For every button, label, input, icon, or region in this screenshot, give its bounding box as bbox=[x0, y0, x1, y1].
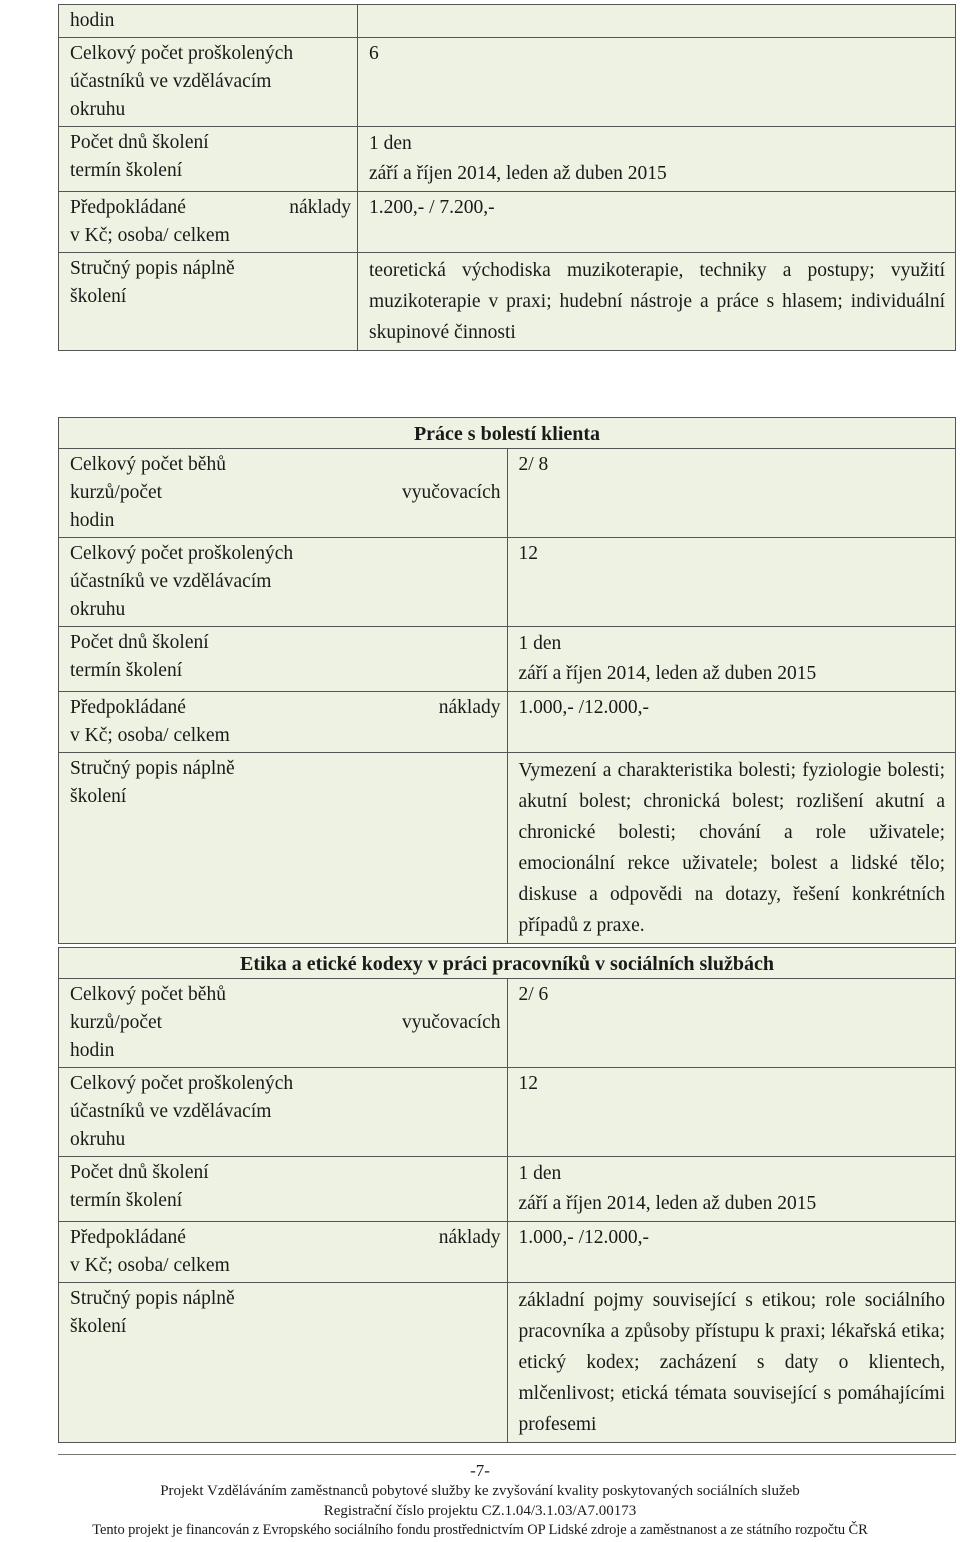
label-line: termín školení bbox=[70, 1190, 183, 1211]
label-line: kurzů/počet vyučovacích bbox=[70, 1012, 501, 1033]
value-text: 1 den bbox=[518, 1163, 562, 1184]
days-value bbox=[507, 627, 956, 692]
description-value bbox=[358, 253, 956, 351]
label-line: Celkový počet proškolených bbox=[70, 543, 294, 564]
label-line: Počet dnů školení bbox=[70, 1162, 209, 1183]
label-text: hodin bbox=[70, 10, 115, 31]
label-line: Celkový počet proškolených bbox=[70, 1073, 294, 1094]
label-line: Počet dnů školení bbox=[70, 132, 209, 153]
footer-project-line: Projekt Vzděláváním zaměstnanců pobytové služby ke zvyšování kvality poskytovaných sociálních služeb bbox=[160, 1483, 800, 1499]
label-line: v Kč; osoba/ celkem bbox=[70, 225, 230, 246]
days-value bbox=[507, 1157, 956, 1222]
participants-value bbox=[507, 1068, 956, 1157]
footer-divider bbox=[58, 1454, 956, 1455]
label-line: účastníků ve vzdělávacím bbox=[70, 71, 272, 92]
days-value bbox=[358, 127, 956, 192]
label-line: Celkový počet proškolených bbox=[70, 43, 294, 64]
label-line: Předpokládané náklady bbox=[70, 697, 501, 718]
description-label bbox=[59, 253, 358, 351]
value-text: 1 den bbox=[369, 133, 412, 154]
date-text: září a říjen 2014, leden až duben 2015 bbox=[369, 163, 667, 184]
description-text: Vymezení a charakteristika bolesti; fyziologie bolesti; akutní bolest; chronická bolest; rozlišení akutní a chronické bolesti; chování a role uživatele; emocionální rekce uživatele; bolest a lidské tělo; diskuse a odpovědi na dotazy, řešení konkrétních případů z praxe. bbox=[518, 760, 945, 936]
title-text: Práce s bolestí klienta bbox=[413, 423, 601, 445]
label-line: účastníků ve vzdělávacím bbox=[70, 1101, 272, 1122]
description-value bbox=[507, 1283, 956, 1443]
value-text: 1.000,- /12.000,- bbox=[518, 1227, 650, 1248]
label-line: Celkový počet běhů bbox=[70, 984, 226, 1005]
description-value bbox=[507, 753, 956, 944]
label-line: Stručný popis náplně bbox=[70, 258, 235, 279]
hours-value-cell bbox=[358, 5, 956, 38]
label-line: Stručný popis náplně bbox=[70, 758, 235, 779]
description-label bbox=[59, 1283, 508, 1443]
value-text: 1 den bbox=[518, 633, 562, 654]
courses-value bbox=[507, 979, 956, 1068]
label-line: Stručný popis náplně bbox=[70, 1288, 235, 1309]
table-title bbox=[59, 418, 956, 449]
days-label bbox=[59, 627, 508, 692]
label-line: školení bbox=[70, 786, 127, 807]
courses-value bbox=[507, 449, 956, 538]
courses-label bbox=[59, 979, 508, 1068]
label-line: kurzů/počet vyučovacích bbox=[70, 482, 501, 503]
label-line: okruhu bbox=[70, 599, 126, 620]
cost-value bbox=[507, 692, 956, 753]
days-label bbox=[59, 127, 358, 192]
label-line: okruhu bbox=[70, 1129, 126, 1150]
label-line: hodin bbox=[70, 510, 115, 531]
description-text: teoretická východiska muzikoterapie, techniky a postupy; využití muzikoterapie v praxi; hudební nástroje a práce s hlasem; individuální skupinové činnosti bbox=[369, 260, 945, 343]
value-text: 1.000,- /12.000,- bbox=[518, 697, 650, 718]
label-line: Počet dnů školení bbox=[70, 632, 209, 653]
courses-label bbox=[59, 449, 508, 538]
value-text: 12 bbox=[518, 543, 538, 564]
label-line: okruhu bbox=[70, 99, 126, 120]
label-line: Předpokládané náklady bbox=[70, 1227, 501, 1248]
cost-value bbox=[358, 192, 956, 253]
date-text: září a říjen 2014, leden až duben 2015 bbox=[518, 1193, 817, 1214]
participants-label bbox=[59, 1068, 508, 1157]
label-line: školení bbox=[70, 1316, 127, 1337]
table-title bbox=[59, 948, 956, 979]
title-text: Etika a etické kodexy v práci pracovníků v sociálních službách bbox=[240, 953, 774, 975]
course-table-pain bbox=[58, 417, 956, 944]
cost-value bbox=[507, 1222, 956, 1283]
value-text: 2/ 6 bbox=[518, 984, 549, 1005]
label-line: Předpokládané náklady bbox=[70, 197, 351, 218]
participants-value bbox=[507, 538, 956, 627]
cost-label bbox=[59, 1222, 508, 1283]
course-table-music-therapy bbox=[58, 4, 956, 351]
label-line: v Kč; osoba/ celkem bbox=[70, 1255, 230, 1276]
label-line: účastníků ve vzdělávacím bbox=[70, 571, 272, 592]
value-text: 12 bbox=[518, 1073, 538, 1094]
value-text: 6 bbox=[369, 43, 379, 64]
course-table-ethics bbox=[58, 947, 956, 1443]
participants-value bbox=[358, 38, 956, 127]
cost-label bbox=[59, 692, 508, 753]
cost-label bbox=[59, 192, 358, 253]
value-text: 2/ 8 bbox=[518, 454, 549, 475]
value-text: 1.200,- / 7.200,- bbox=[369, 197, 495, 218]
label-line: školení bbox=[70, 286, 127, 307]
description-text: základní pojmy související s etikou; role sociálního pracovníka a způsoby přístupu k praxi; lékařská etika; etický kodex; zacházení s daty o klientech, mlčenlivost; etická témata související s pomáhajícími profesemi bbox=[518, 1290, 945, 1435]
description-label bbox=[59, 753, 508, 944]
label-line: Celkový počet běhů bbox=[70, 454, 226, 475]
footer-funding-line: Tento projekt je financován z Evropského sociálního fondu prostřednictvím OP Lidské zdroje a zaměstnanost a ze státního rozpočtu ČR bbox=[92, 1522, 868, 1538]
participants-label bbox=[59, 38, 358, 127]
label-line: v Kč; osoba/ celkem bbox=[70, 725, 230, 746]
days-label bbox=[59, 1157, 508, 1222]
label-line: hodin bbox=[70, 1040, 115, 1061]
label-line: termín školení bbox=[70, 660, 183, 681]
participants-label bbox=[59, 538, 508, 627]
footer-registration-line: Registrační číslo projektu CZ.1.04/3.1.03/A7.00173 bbox=[323, 1503, 637, 1519]
page-number: -7- bbox=[470, 1461, 490, 1480]
hours-label-tail bbox=[59, 5, 358, 38]
label-line: termín školení bbox=[70, 160, 183, 181]
date-text: září a říjen 2014, leden až duben 2015 bbox=[518, 663, 817, 684]
